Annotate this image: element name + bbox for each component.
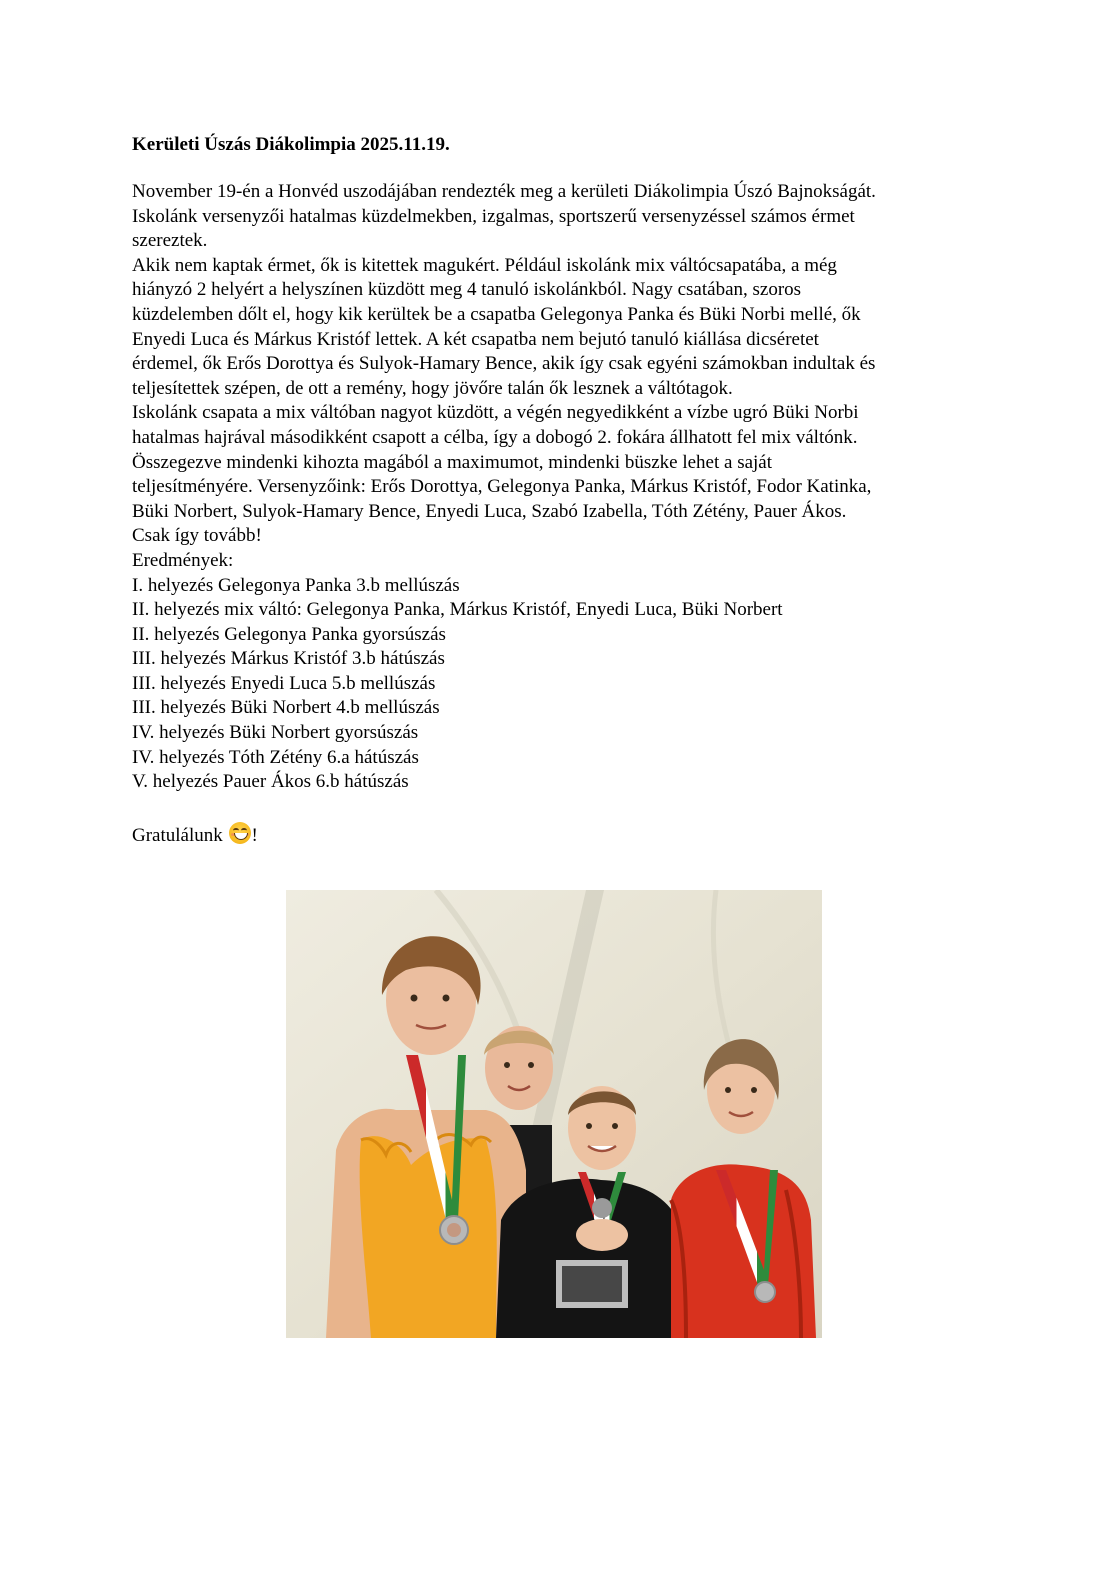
text-line: hiányzó 2 helyért a helyszínen küzdött meg 4 tanuló iskolánkból. Nagy csatában, szoros — [132, 279, 802, 301]
text-line: Csak így tovább! — [132, 525, 262, 547]
text-line: teljesítményére. Versenyzőink: Erős Dorottya, Gelegonya Panka, Márkus Kristóf, Fodor Katinka, — [132, 476, 872, 498]
intro-paragraph — [132, 180, 992, 574]
article-body — [132, 132, 992, 795]
text-line: hatalmas hajrával másodikként csapott a célba, így a dobogó 2. fokára állhatott fel mix váltónk. — [132, 426, 858, 448]
text-line: szereztek. — [132, 230, 208, 252]
result-item: IV. helyezés Büki Norbert gyorsúszás — [132, 722, 419, 744]
text-line: November 19-én a Honvéd uszodájában rendezték meg a kerületi Diákolimpia Úszó Bajnokságát. — [132, 181, 876, 202]
text-line: teljesítettek szépen, de ott a remény, hogy jövőre talán ők lesznek a váltótagok. — [132, 377, 733, 399]
congratulations-line — [132, 822, 258, 849]
result-item: V. helyezés Pauer Ákos 6.b hátúszás — [132, 771, 409, 793]
congratulations-punctuation: ! — [251, 825, 258, 846]
congratulations-text: Gratulálunk — [132, 825, 223, 846]
result-item: III. helyezés Márkus Kristóf 3.b hátúszás — [132, 648, 445, 670]
text-line: küzdelemben dőlt el, hogy kik kerültek be a csapatba Gelegonya Panka és Büki Norbi mellé, ők — [132, 303, 861, 325]
text-line: Büki Norbert, Sulyok-Hamary Bence, Enyedi Luca, Szabó Izabella, Tóth Zétény, Pauer Ákos. — [132, 500, 847, 522]
medal — [755, 1282, 775, 1302]
result-item: II. helyezés mix váltó: Gelegonya Panka, Márkus Kristóf, Enyedi Luca, Büki Norbert — [132, 599, 783, 621]
team-photo — [286, 890, 822, 1338]
text-line: Enyedi Luca és Márkus Kristóf lettek. A két csapatba nem bejutó tanuló kiállása dicséretet — [132, 328, 819, 350]
results-list — [132, 574, 992, 795]
result-item: IV. helyezés Tóth Zétény 6.a hátúszás — [132, 746, 419, 768]
text-line: Iskolánk csapata a mix váltóban nagyot küzdött, a végén negyedikként a vízbe ugró Büki Norbi — [132, 402, 859, 424]
team-photo-illustration — [286, 890, 822, 1338]
result-item: III. helyezés Büki Norbert 4.b mellúszás — [132, 697, 440, 719]
document-title: Kerületi Úszás Diákolimpia 2025.11.19. — [132, 134, 450, 155]
text-line: Összegezve mindenki kihozta magából a maximumot, mindenki büszke lehet a saját — [132, 451, 773, 473]
results-heading: Eredmények: — [132, 549, 234, 571]
text-line: Iskolánk versenyzői hatalmas küzdelmekben, izgalmas, sportszerű versenyzéssel számos érmet — [132, 205, 855, 227]
result-item: III. helyezés Enyedi Luca 5.b mellúszás — [132, 672, 436, 694]
text-line: Akik nem kaptak érmet, ők is kitettek magukért. Például iskolánk mix váltócsapatába, a még — [132, 254, 837, 276]
result-item: I. helyezés Gelegonya Panka 3.b mellúszás — [132, 574, 460, 596]
result-item: II. helyezés Gelegonya Panka gyorsúszás — [132, 623, 446, 645]
text-line: érdemel, ők Erős Dorottya és Sulyok-Hamary Bence, akik így csak egyéni számokban indultak és — [132, 353, 876, 375]
smiling-face-icon — [229, 822, 251, 844]
